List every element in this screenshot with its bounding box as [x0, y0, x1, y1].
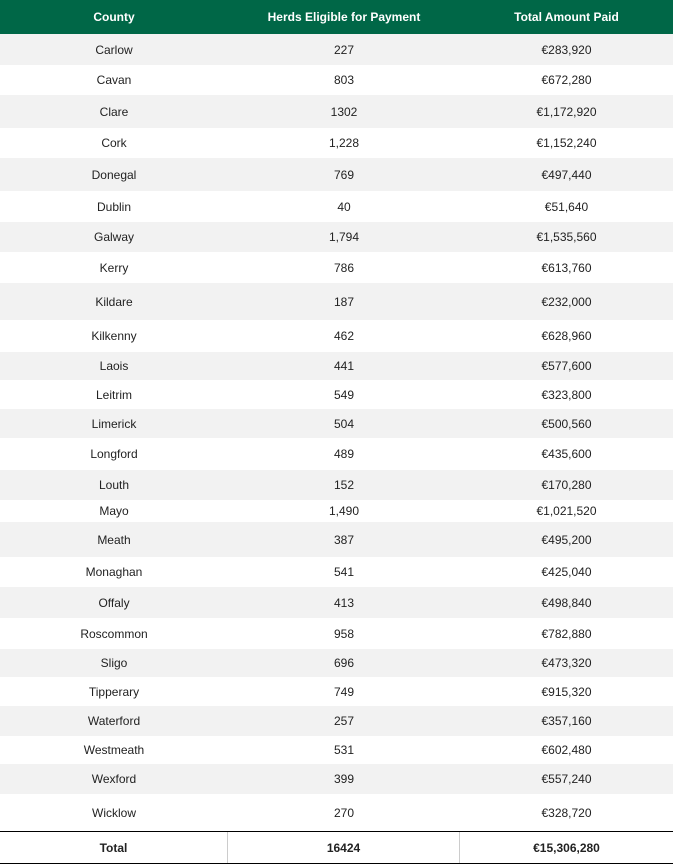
cell-herds: 541: [333, 565, 355, 579]
cell-amount: €915,320: [541, 684, 592, 699]
table-row: [0, 649, 673, 677]
table-row: [0, 677, 673, 706]
cell-county: Mayo: [99, 504, 129, 518]
cell-herds: 549: [333, 387, 355, 402]
cell-amount: €628,960: [541, 329, 592, 343]
table-row: [0, 34, 673, 65]
cell-amount: €425,040: [541, 565, 592, 579]
table-header-row: [0, 0, 673, 34]
cell-amount: €577,600: [541, 359, 592, 373]
cell-county: Laois: [99, 359, 129, 373]
cell-amount: €782,880: [541, 626, 592, 641]
cell-amount: €1,172,920: [536, 104, 597, 119]
cell-herds: 1,228: [328, 136, 360, 150]
table-row: [0, 736, 673, 764]
cell-county: Sligo: [100, 656, 128, 670]
cell-county: Roscommon: [80, 626, 148, 641]
cell-herds: 462: [333, 329, 355, 343]
cell-county: Offaly: [98, 595, 130, 610]
cell-amount: €328,720: [541, 806, 592, 820]
cell-herds: 387: [333, 532, 355, 547]
cell-amount: €672,280: [541, 73, 592, 87]
table-row: [0, 706, 673, 736]
cell-county: Kerry: [99, 260, 129, 275]
table-row: [0, 500, 673, 522]
cell-county: Cavan: [96, 73, 132, 87]
table-row: [0, 380, 673, 409]
cell-county: Galway: [93, 230, 134, 244]
header-county: County: [93, 10, 135, 24]
cell-amount: €51,640: [544, 199, 589, 214]
header-herds-eligible: Herds Eligible for Payment: [267, 10, 421, 24]
cell-herds: 1302: [330, 104, 358, 119]
cell-herds: 769: [333, 167, 355, 182]
cell-amount: €498,840: [541, 595, 592, 610]
cell-amount: €500,560: [541, 416, 592, 431]
cell-herds: 749: [333, 684, 355, 699]
cell-amount: €1,021,520: [536, 504, 597, 518]
cell-herds: 152: [333, 478, 355, 492]
cell-county: Kildare: [95, 294, 133, 309]
cell-herds: 1,490: [328, 504, 360, 518]
cell-herds: 40: [337, 199, 351, 214]
table-row: [0, 618, 673, 649]
cell-county: Waterford: [87, 714, 141, 728]
cell-amount: €232,000: [541, 294, 592, 309]
cell-amount: €323,800: [541, 387, 592, 402]
cell-county: Tipperary: [88, 684, 140, 699]
header-total-amount-paid: Total Amount Paid: [514, 10, 619, 24]
cell-county: Wicklow: [92, 806, 136, 820]
total-label: Total: [0, 832, 228, 863]
cell-amount: €495,200: [541, 532, 592, 547]
cell-herds: 531: [333, 743, 355, 757]
cell-herds: 413: [333, 595, 355, 610]
cell-county: Clare: [99, 104, 129, 119]
cell-amount: €1,535,560: [536, 230, 597, 244]
cell-county: Monaghan: [85, 565, 143, 579]
cell-amount: €435,600: [541, 447, 592, 461]
table-row: [0, 438, 673, 470]
table-row: [0, 191, 673, 222]
cell-herds: 187: [333, 294, 355, 309]
total-amount: €15,306,280: [533, 840, 600, 855]
cell-county: Leitrim: [95, 387, 132, 402]
cell-county: Dublin: [96, 199, 132, 214]
cell-herds: 803: [333, 73, 355, 87]
cell-amount: €473,320: [541, 656, 592, 670]
cell-county: Meath: [97, 532, 131, 547]
table-row: [0, 222, 673, 252]
total-herds: 16424: [228, 832, 460, 863]
cell-amount: €613,760: [541, 260, 592, 275]
table-row: [0, 352, 673, 380]
cell-amount: €170,280: [541, 478, 592, 492]
cell-county: Cork: [101, 136, 127, 150]
cell-herds: 257: [333, 714, 355, 728]
cell-county: Kilkenny: [91, 329, 137, 343]
cell-herds: 270: [333, 806, 355, 820]
cell-amount: €602,480: [541, 743, 592, 757]
cell-amount: €357,160: [541, 714, 592, 728]
cell-herds: 504: [333, 416, 355, 431]
cell-county: Louth: [98, 478, 130, 492]
cell-amount: €283,920: [541, 42, 592, 57]
cell-county: Longford: [90, 447, 138, 461]
table-row: [0, 252, 673, 283]
table-row: [0, 522, 673, 557]
total-row: [0, 831, 673, 864]
table-row: [0, 794, 673, 832]
table-row: [0, 557, 673, 587]
table-row: [0, 320, 673, 352]
cell-herds: 399: [333, 772, 355, 786]
cell-amount: €1,152,240: [536, 136, 597, 150]
table-row: [0, 158, 673, 191]
table-body: [0, 34, 673, 832]
table-row: [0, 409, 673, 438]
cell-county: Donegal: [91, 167, 137, 182]
cell-herds: 489: [333, 447, 355, 461]
cell-herds: 696: [333, 656, 355, 670]
table-row: [0, 65, 673, 95]
cell-herds: 958: [333, 626, 355, 641]
table-row: [0, 95, 673, 128]
table-row: [0, 764, 673, 794]
table-row: [0, 128, 673, 158]
table-row: [0, 470, 673, 500]
table-row: [0, 587, 673, 618]
cell-county: Westmeath: [83, 743, 145, 757]
cell-county: Carlow: [95, 42, 133, 57]
cell-amount: €557,240: [541, 772, 592, 786]
table-row: [0, 283, 673, 320]
cell-herds: 1,794: [328, 230, 360, 244]
cell-county: Limerick: [91, 416, 137, 431]
cell-herds: 441: [333, 359, 355, 373]
cell-amount: €497,440: [541, 167, 592, 182]
cell-county: Wexford: [91, 772, 137, 786]
cell-herds: 786: [333, 260, 355, 275]
cell-herds: 227: [333, 42, 355, 57]
